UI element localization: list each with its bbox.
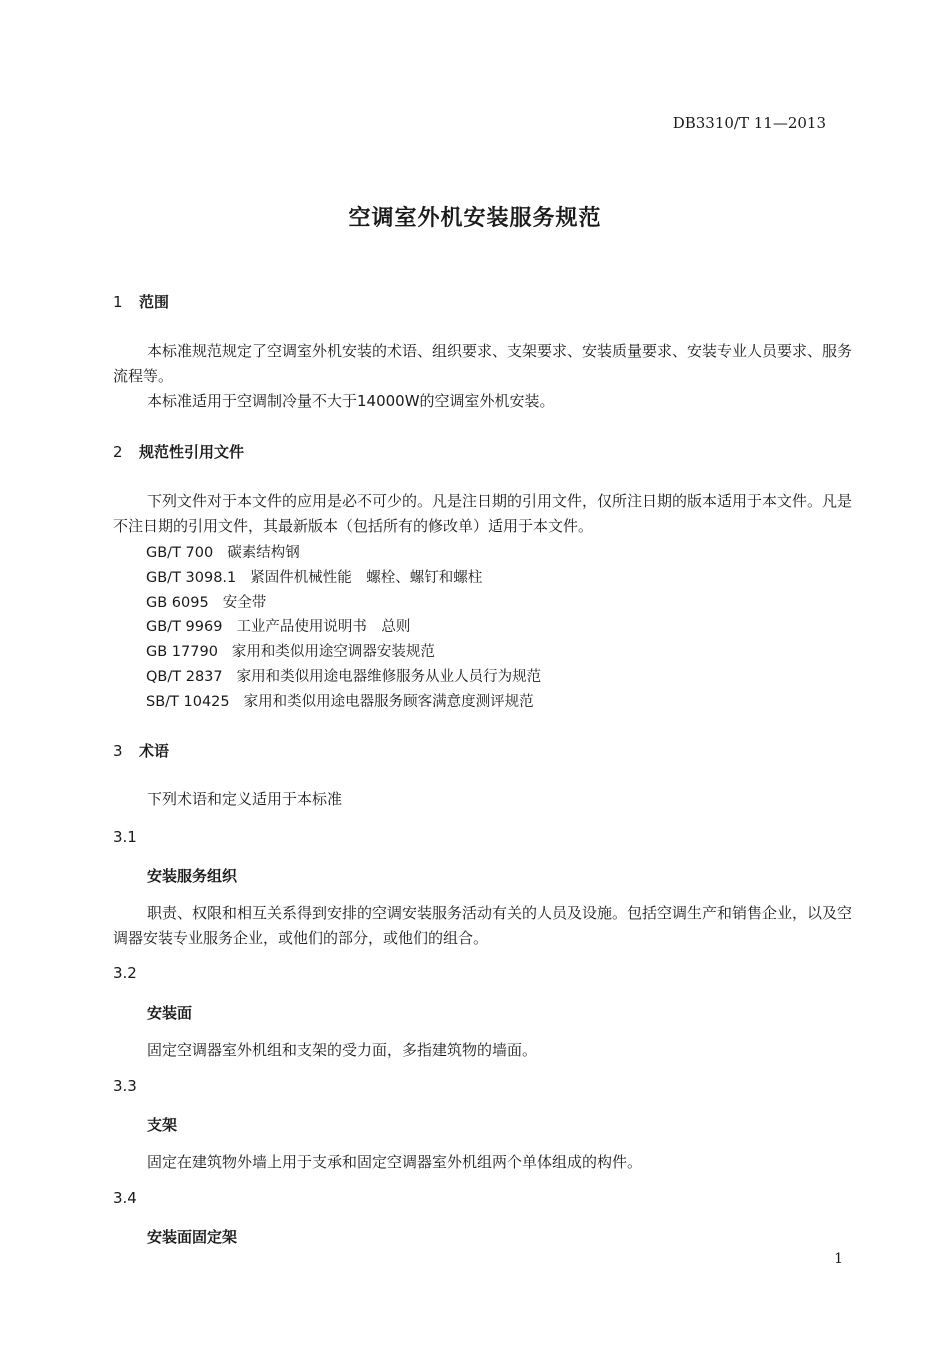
reference-item	[146, 665, 541, 686]
term-name: 安装面	[147, 1004, 193, 1022]
reference-title: 工业产品使用说明书 总则	[236, 619, 411, 635]
reference-title: 碳素结构钢	[227, 545, 300, 561]
section-number: 2	[113, 443, 123, 461]
reference-item	[146, 591, 266, 612]
term-number: 3.3	[113, 1077, 137, 1095]
section-title: 规范性引用文件	[139, 443, 245, 461]
reference-item	[146, 615, 410, 636]
scope-paragraph-2: 本标准适用于空调制冷量不大于14000W的空调室外机安装。	[147, 392, 555, 410]
reference-item	[146, 541, 300, 562]
reference-code: GB 6095	[146, 595, 209, 611]
section-number: 3	[113, 742, 123, 760]
reference-code: GB/T 9969	[146, 619, 223, 635]
references-intro: 下列文件对于本文件的应用是必不可少的。凡是注日期的引用文件，仅所注日期的版本适用于本文件。凡是不注日期的引用文件，其最新版本（包括所有的修改单）适用于本文件。	[113, 492, 853, 535]
reference-title: 紧固件机械性能 螺栓、螺钉和螺柱	[250, 570, 483, 586]
reference-item	[146, 566, 482, 587]
term-number: 3.1	[113, 828, 137, 846]
section-heading-references	[113, 441, 244, 462]
term-definition: 职责、权限和相互关系得到安排的空调安装服务活动有关的人员及设施。包括空调生产和销售企业，以及空调器安装专业服务企业，或他们的部分，或他们的组合。	[113, 904, 853, 947]
reference-title: 安全带	[222, 595, 267, 611]
term-name: 安装面固定架	[147, 1228, 238, 1246]
section-heading-terms	[113, 740, 169, 761]
section-number: 1	[113, 293, 123, 311]
term-name: 安装服务组织	[147, 867, 238, 885]
reference-title: 家用和类似用途电器维修服务从业人员行为规范	[236, 669, 542, 685]
reference-code: GB/T 700	[146, 545, 214, 561]
section-heading-scope	[113, 291, 169, 312]
term-name: 支架	[147, 1116, 178, 1134]
page-number: 1	[834, 1251, 843, 1267]
terms-intro: 下列术语和定义适用于本标准	[147, 790, 343, 808]
term-definition: 固定在建筑物外墙上用于支承和固定空调器室外机组两个单体组成的构件。	[147, 1153, 643, 1171]
reference-code: SB/T 10425	[146, 694, 230, 710]
term-number: 3.4	[113, 1189, 137, 1207]
reference-code: GB 17790	[146, 644, 218, 660]
reference-item	[146, 640, 435, 661]
section-title: 术语	[139, 742, 170, 760]
reference-title: 家用和类似用途空调器安装规范	[231, 644, 435, 660]
reference-title: 家用和类似用途电器服务顾客满意度测评规范	[243, 694, 534, 710]
section-title: 范围	[139, 293, 170, 311]
document-title: 空调室外机安装服务规范	[348, 206, 602, 231]
reference-item	[146, 690, 534, 711]
term-definition: 固定空调器室外机组和支架的受力面，多指建筑物的墙面。	[147, 1041, 538, 1059]
scope-paragraph-1: 本标准规范规定了空调室外机安装的术语、组织要求、支架要求、安装质量要求、安装专业人员要求、服务流程等。	[113, 342, 853, 385]
term-number: 3.2	[113, 964, 137, 982]
reference-code: QB/T 2837	[146, 669, 223, 685]
document-code: DB3310/T 11—2013	[672, 114, 826, 132]
reference-code: GB/T 3098.1	[146, 570, 237, 586]
